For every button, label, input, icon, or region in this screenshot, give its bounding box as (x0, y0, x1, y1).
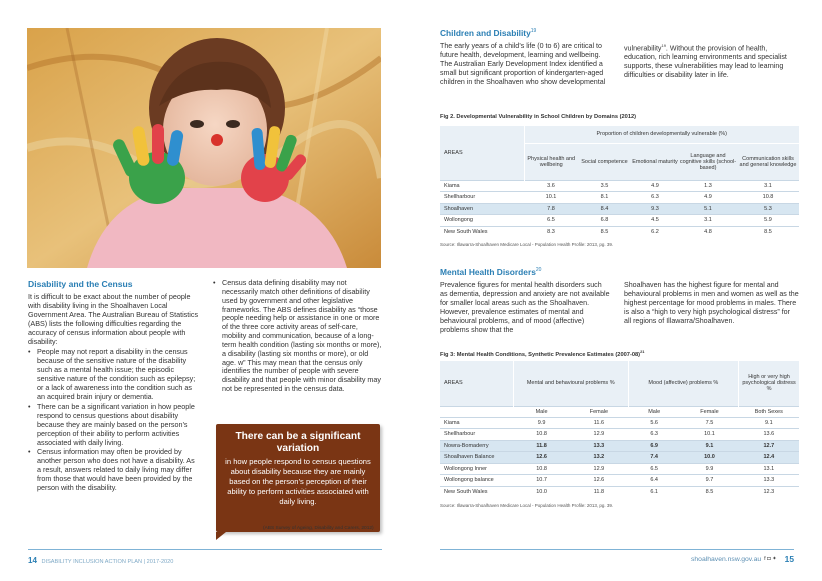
fig3-table (440, 361, 799, 498)
callout-heading: There can be a significant variation (235, 431, 361, 454)
table-row (440, 440, 799, 452)
table-row (440, 486, 799, 498)
social-icons[interactable]: f ◘ ✦ (764, 556, 777, 562)
row-area: Kiama (444, 419, 460, 426)
children-disability-col1: The early years of a child’s life (0 to 6) are critical to future health, development, learning and wellbeing. The Australian Early Development Index identified a small but significant proportion of kindergarten-aged children in the Shoalhaven who show developmental (440, 42, 606, 86)
row-value: 6.4 (650, 477, 658, 484)
fig3-group-header: Mood (affective) problems % (628, 361, 739, 406)
row-value: 3.5 (600, 182, 609, 189)
fig3-source: Source: Illawarra-Shoalhaven Medicare Local - Population Health Profile: 2013, pg. 39. (440, 503, 614, 508)
row-value: 8.5 (764, 229, 772, 235)
row-area: Wollongong (444, 217, 473, 224)
row-value: 10.8 (762, 194, 774, 201)
row-value: 10.0 (680, 452, 738, 464)
callout-source: (ABS Survey of Ageing, Disability and Carers, 2012) (263, 526, 374, 531)
row-value: 9.9 (537, 419, 546, 426)
quote-callout (216, 424, 380, 532)
fig2-caption: Fig 2. Developmental Vulnerability in School Children by Domains (2012) (440, 114, 637, 120)
row-area: Shellharbour (444, 194, 476, 201)
fig3-caption: Fig 3: Mental Health Conditions, Synthetic Prevalence Estimates (2007-08)$^{21}$ (440, 349, 645, 358)
row-value: 9.7 (705, 477, 714, 484)
row-value: 10.8 (536, 465, 547, 472)
row-value: 8.1 (600, 194, 609, 201)
row-value: 10.8 (536, 431, 547, 438)
fig2-col-header: Emotional maturity (631, 143, 679, 180)
row-value: 12.6 (593, 477, 605, 484)
row-value: 7.8 (524, 203, 578, 215)
row-value: 4.5 (651, 217, 659, 224)
row-value: 10.7 (536, 477, 547, 484)
left-footer (28, 556, 173, 565)
children-disability-col2: vulnerability$^{19}$. Without the provision of health, education, rich learning environments and specialist supports, these vulnerabilities may lead to learning difficulties or disability later in life. (624, 43, 787, 80)
row-area: Nowra-Bomaderry (440, 440, 513, 452)
row-value: 6.9 (628, 440, 680, 452)
row-value: 1.3 (704, 182, 712, 189)
row-value: 9.1 (764, 419, 773, 426)
table-row (440, 180, 799, 192)
row-value: 3.6 (547, 182, 555, 189)
fig2-group-header: Proportion of children developmentally vulnerable (%) (524, 126, 799, 143)
row-value: 3.1 (764, 182, 772, 189)
row-value: 6.3 (650, 431, 658, 438)
row-value: 7.4 (628, 452, 680, 464)
row-value: 8.5 (600, 229, 609, 235)
row-value: 6.8 (600, 217, 609, 224)
row-value: 8.3 (547, 229, 555, 235)
row-value: 13.3 (763, 477, 775, 484)
disability-census-column-2 (213, 279, 383, 395)
row-value: 10.1 (704, 431, 715, 438)
census-bullet-3: • Census information may often be provided by another person who does not have a disability. As a result, answers related to daily living may differ from those that would have been provided by the person with the disability. (28, 448, 200, 493)
row-value: 9.1 (680, 440, 738, 452)
fig2-areas-header: AREAS (440, 126, 524, 180)
row-value: 12.3 (763, 489, 775, 495)
right-page-number: 15 (784, 554, 794, 564)
fig3-body (440, 417, 799, 498)
row-value: 9.3 (631, 203, 679, 215)
table-row (440, 203, 799, 215)
row-value: 13.6 (763, 431, 775, 438)
table-row (440, 429, 799, 441)
row-area: Wollongong balance (444, 477, 494, 484)
fig3-subheader: Male (535, 408, 548, 415)
row-value: 4.8 (704, 229, 712, 235)
row-value: 10.0 (536, 489, 547, 495)
row-value: 7.5 (705, 419, 714, 426)
row-value: 11.8 (513, 440, 569, 452)
fig3-group-header: High or very high psychological distress % (739, 361, 799, 406)
row-value: 5.6 (650, 419, 658, 426)
row-value: 6.5 (650, 465, 658, 472)
row-area: Shellharbour (444, 431, 476, 438)
row-value: 13.3 (570, 440, 628, 452)
children-disability-title: Children and Disability$^{19}$ (440, 28, 537, 38)
fig3-subheader: Female (700, 408, 719, 415)
fig2-body (440, 180, 799, 238)
row-value: 5.3 (737, 203, 799, 215)
row-value: 8.5 (705, 489, 714, 495)
row-value: 4.9 (651, 182, 659, 189)
mental-health-col2: Shoalhaven has the highest figure for mental and behavioural problems in men and women as well as the highest percentage for mood problems in males. There is also a “high to very high psychological distress” for all regions of Illawarra/Shoalhaven. (624, 281, 799, 325)
census-bullet-2: • There can be a significant variation in how people respond to census questions about disability because they are mainly based on the person’s perception of their ability to perform activities associated with daily living. (28, 403, 200, 448)
footer-divider (440, 549, 794, 550)
row-value: 10.1 (545, 194, 557, 201)
row-area: Kiama (444, 182, 460, 189)
fig2-col-header: Physical health and wellbeing (524, 143, 578, 180)
row-area: Shoalhaven Balance (440, 452, 513, 464)
row-value: 5.1 (679, 203, 737, 215)
row-value: 4.9 (704, 194, 712, 201)
callout-body: in how people respond to census questions about disability because they are mainly based on the person’s perception of their ability to perform activities associated with daily living. (225, 457, 371, 506)
row-value: 13.2 (570, 452, 628, 464)
table-row (440, 463, 799, 475)
row-value: 12.4 (739, 452, 799, 464)
child-painting-photo (27, 28, 381, 268)
table-row (440, 226, 799, 238)
mental-health-title: Mental Health Disorders$^{20}$ (440, 267, 542, 277)
left-page-number: 14 (28, 556, 37, 565)
row-value: 3.1 (704, 217, 712, 224)
row-value: 11.8 (593, 489, 605, 495)
row-area: Wollongong Inner (444, 465, 488, 472)
row-value: 12.7 (739, 440, 799, 452)
row-value: 12.6 (513, 452, 569, 464)
row-area: Shoalhaven (440, 203, 524, 215)
disability-census-intro: It is difficult to be exact about the number of people with disability living in the Shoalhaven Local Government Area. The Australian Bureau of Statistics (ABS) lists the following difficulties regarding the accuracy of census information about people with disability: (28, 292, 199, 346)
fig2-col-header: Communication skills and general knowledge (737, 143, 799, 180)
census-bullet-4: • Census data defining disability may not necessarily match other definitions of disability used by government and other legislative frameworks. The ABS defines disability as “those people needing help or assistance in one or more of the three core activity areas of self-care, mobility and communication, because of a long-term health condition (lasting six months or more), a disability (lasting six months or more), or old age. w” This may mean that the census only identifies the number of people with severe disability and that people with minor disability may not be represented in the census data. (213, 279, 383, 394)
table-row (440, 192, 799, 204)
fig3-subheader: Both Sexes (754, 408, 783, 415)
table-row (440, 452, 799, 464)
row-value: 6.3 (651, 194, 659, 201)
callout-tail (216, 532, 226, 540)
fig2-source: Source: Illawarra-Shoalhaven Medicare Local - Population Health Profile: 2013, pg. 39. (440, 242, 614, 247)
fig2-table (440, 126, 799, 238)
row-area: New South Wales (444, 489, 488, 495)
disability-census-column-1 (28, 293, 200, 494)
footer-divider (28, 549, 382, 550)
fig3-areas-header: AREAS (440, 361, 513, 406)
right-page (411, 0, 822, 581)
fig3-group-header: Mental and behavioural problems % (513, 361, 628, 406)
census-bullet-1: • People may not report a disability in the census because of the sensitive nature of the disability such as a mental health issue; the episodic sensitive nature of the condition such as epilepsy; or a lack of awareness into the condition such as an acquired brain injury or dementia. (28, 348, 200, 401)
left-footer-text: DISABILITY INCLUSION ACTION PLAN | 2017-2020 (41, 559, 174, 565)
row-value: 5.9 (764, 217, 772, 224)
photo-illustration (27, 28, 381, 268)
row-area: New South Wales (444, 229, 488, 235)
row-value: 6.5 (547, 217, 555, 224)
row-value: 8.4 (578, 203, 631, 215)
website-link[interactable]: shoalhaven.nsw.gov.au (690, 555, 762, 563)
row-value: 11.6 (593, 419, 605, 426)
mental-health-col1: Prevalence figures for mental health disorders such as dementia, depression and anxiety are not available for smaller local areas such as the Shoalhaven. However, prevalence estimates of mental and behavioural problems, and of mood (affective) problems show that the (440, 281, 610, 334)
right-footer (691, 554, 794, 564)
row-value: 12.9 (593, 431, 605, 438)
fig3-subheader: Female (589, 408, 609, 415)
fig3-subheader-blank (440, 406, 513, 417)
row-value: 9.9 (705, 465, 714, 472)
row-value: 12.9 (593, 465, 605, 472)
row-value: 6.1 (650, 489, 658, 495)
table-row (440, 215, 799, 227)
disability-census-title: Disability and the Census (28, 279, 133, 289)
fig2-col-header: Language and cognitive skills (school-based) (679, 143, 737, 180)
fig3-subheader: Male (648, 408, 661, 415)
row-value: 6.2 (651, 229, 659, 235)
fig2-col-header: Social competence (578, 143, 631, 180)
table-row (440, 417, 799, 429)
row-value: 13.1 (763, 465, 775, 472)
table-row (440, 475, 799, 487)
